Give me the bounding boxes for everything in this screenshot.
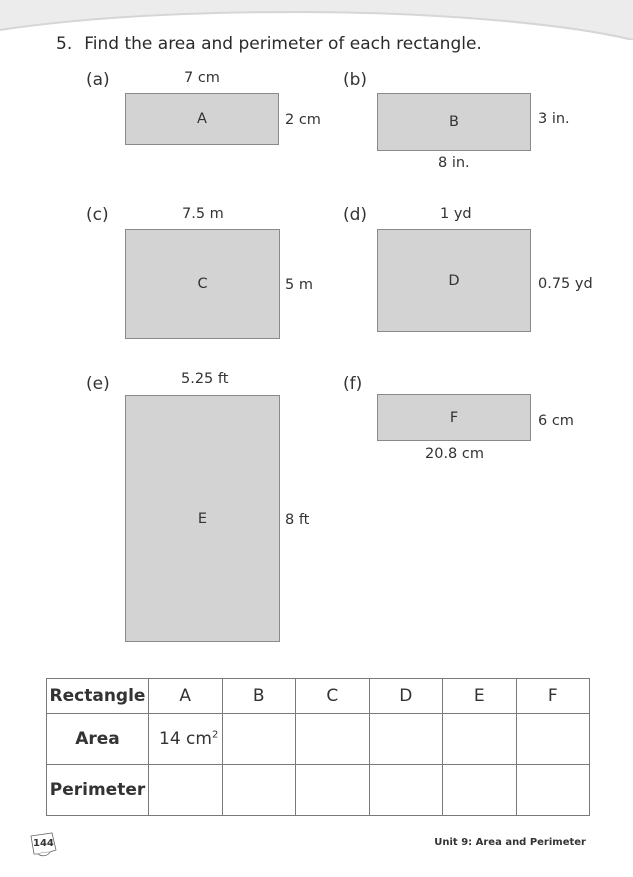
header-e: E xyxy=(443,679,517,714)
rectangle-d xyxy=(377,229,531,332)
area-a-value: 14 cm xyxy=(159,729,212,749)
answer-table xyxy=(46,678,590,816)
part-label-a: (a) xyxy=(86,70,110,90)
rectangle-c xyxy=(125,229,280,339)
page-number: 144 xyxy=(33,838,54,849)
rectangle-f xyxy=(377,394,531,441)
table-row-area xyxy=(47,714,590,765)
rect-f-length: 20.8 cm xyxy=(425,446,484,462)
rect-d-width: 0.75 yd xyxy=(538,276,593,292)
part-label-b: (b) xyxy=(343,70,368,90)
table-header-row xyxy=(47,679,590,714)
part-label-d: (d) xyxy=(343,205,368,225)
unit-title: Unit 9: Area and Perimeter xyxy=(434,837,586,848)
rect-a-length: 7 cm xyxy=(184,70,220,86)
rect-b-length: 8 in. xyxy=(438,155,470,171)
rect-e-width: 8 ft xyxy=(285,512,310,528)
part-label-f: (f) xyxy=(343,374,363,394)
rect-f-width: 6 cm xyxy=(538,413,574,429)
rect-d-length: 1 yd xyxy=(440,206,472,222)
rect-d-label: D xyxy=(448,272,460,289)
rect-c-width: 5 m xyxy=(285,277,313,293)
rect-c-length: 7.5 m xyxy=(182,206,224,222)
header-c: C xyxy=(296,679,370,714)
question-text: Find the area and perimeter of each rectangle. xyxy=(84,34,482,54)
table-row-perimeter xyxy=(47,765,590,816)
area-cell-a[interactable] xyxy=(149,714,223,765)
part-label-e: (e) xyxy=(86,374,110,394)
header-rectangle: Rectangle xyxy=(47,679,149,714)
perimeter-cell-d[interactable] xyxy=(369,765,443,816)
header-f: F xyxy=(516,679,590,714)
header-b: B xyxy=(222,679,296,714)
question-number: 5. xyxy=(56,34,73,54)
perimeter-cell-f[interactable] xyxy=(516,765,590,816)
perimeter-cell-e[interactable] xyxy=(443,765,517,816)
perimeter-cell-a[interactable] xyxy=(149,765,223,816)
rect-e-label: E xyxy=(197,510,208,527)
page-number-badge xyxy=(28,832,60,858)
perimeter-cell-b[interactable] xyxy=(222,765,296,816)
row-label-perimeter: Perimeter xyxy=(47,765,149,816)
row-label-area: Area xyxy=(47,714,149,765)
area-cell-e[interactable] xyxy=(443,714,517,765)
area-cell-c[interactable] xyxy=(296,714,370,765)
rect-f-label: F xyxy=(449,409,459,426)
part-label-c: (c) xyxy=(86,205,109,225)
rectangle-a xyxy=(125,93,279,145)
perimeter-cell-c[interactable] xyxy=(296,765,370,816)
header-a: A xyxy=(149,679,223,714)
rect-b-width: 3 in. xyxy=(538,111,570,127)
rect-a-width: 2 cm xyxy=(285,112,321,128)
rectangle-e xyxy=(125,395,280,642)
rect-c-label: C xyxy=(197,276,208,292)
rect-a-label: A xyxy=(197,111,207,127)
area-cell-f[interactable] xyxy=(516,714,590,765)
rect-e-length: 5.25 ft xyxy=(181,371,229,387)
area-cell-d[interactable] xyxy=(369,714,443,765)
area-cell-b[interactable] xyxy=(222,714,296,765)
header-d: D xyxy=(369,679,443,714)
rectangle-b xyxy=(377,93,531,151)
question-heading xyxy=(56,34,482,54)
area-a-superscript: 2 xyxy=(211,729,219,741)
rect-b-label: B xyxy=(449,114,459,130)
